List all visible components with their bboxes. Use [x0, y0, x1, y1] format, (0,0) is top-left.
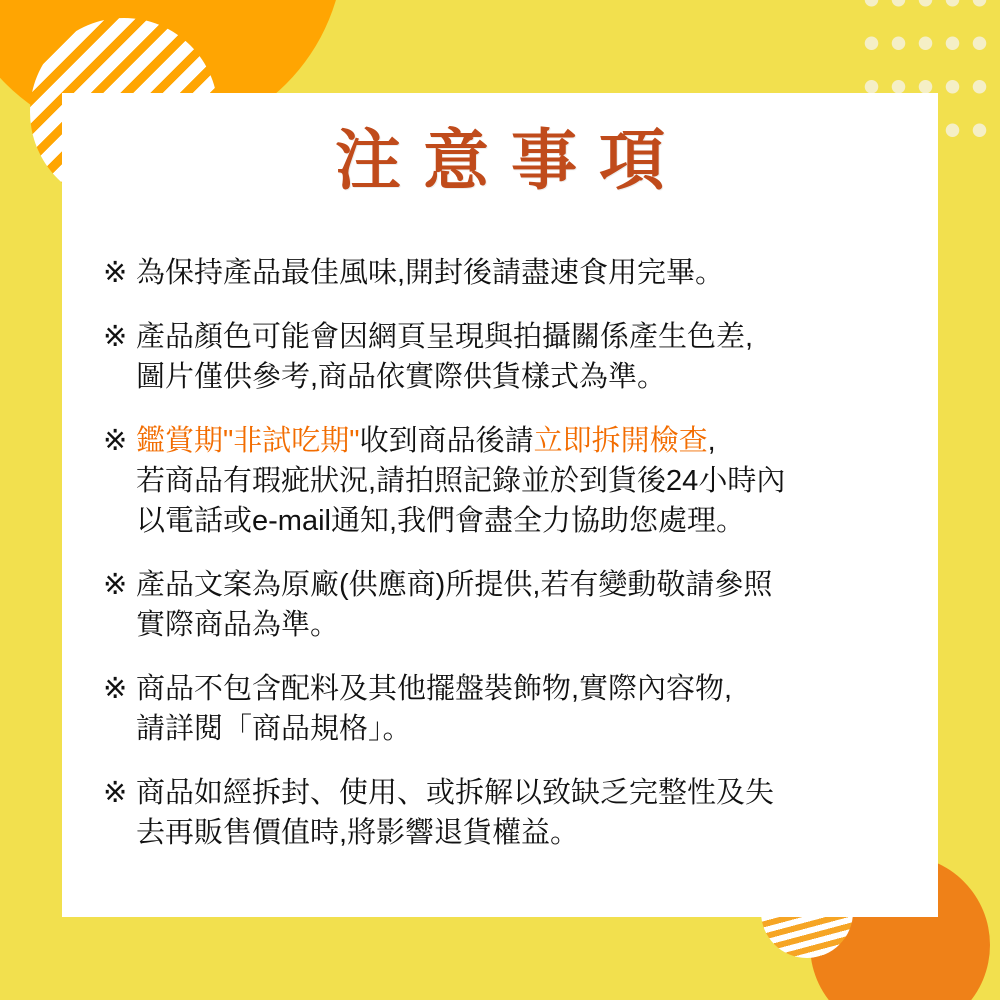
- notice-plain-text: 圖片僅供參考,商品依實際供貨樣式為準。: [136, 361, 667, 393]
- notice-line: [136, 317, 753, 357]
- notice-item: [103, 317, 910, 397]
- notice-plain-text: 商品不包含配料及其他擺盤裝飾物,實際內容物,: [136, 673, 733, 705]
- notice-line: [136, 357, 753, 397]
- notice-plain-text: 去再販售價值時,將影響退貨權益。: [136, 817, 580, 849]
- notice-plain-text: 以電話或e-mail通知,我們會盡全力協助您處理。: [136, 505, 746, 537]
- notice-plain-text: 商品如經拆封、使用、或拆解以致缺乏完整性及失: [136, 777, 775, 809]
- notice-text: [136, 317, 753, 397]
- notice-line: [136, 709, 732, 749]
- notice-plain-text: ,: [707, 425, 716, 457]
- notice-card: [62, 93, 938, 917]
- notice-line: [136, 605, 772, 645]
- notice-highlight-text: 鑑賞期"非試吃期": [136, 425, 360, 457]
- notice-marker: ※: [103, 673, 128, 705]
- notice-item: [103, 565, 910, 645]
- notice-plain-text: 產品文案為原廠(供應商)所提供,若有變動敬請參照: [136, 569, 773, 601]
- notice-marker: ※: [103, 321, 128, 353]
- notice-item: [103, 773, 910, 853]
- notice-marker: ※: [103, 257, 128, 289]
- notice-item: [103, 421, 910, 541]
- notice-marker: ※: [103, 569, 128, 601]
- notice-text: [136, 773, 774, 853]
- notice-line: [136, 813, 774, 853]
- notice-plain-text: 實際商品為準。: [136, 609, 340, 641]
- notice-plain-text: 收到商品後請: [359, 425, 534, 457]
- notice-plain-text: 請詳閱「商品規格」。: [136, 713, 412, 745]
- notice-text: [136, 565, 772, 645]
- notice-line: [136, 461, 785, 501]
- notice-plain-text: 產品顏色可能會因網頁呈現與拍攝關係產生色差,: [136, 321, 754, 353]
- notice-marker: ※: [103, 777, 128, 809]
- notice-line: [136, 565, 772, 605]
- notice-item: [103, 253, 910, 293]
- notice-text: [136, 253, 724, 293]
- page-title: 注意事項: [335, 123, 687, 197]
- notice-line: [136, 501, 785, 541]
- notice-plain-text: 若商品有瑕疵狀況,請拍照記錄並於到貨後24小時內: [136, 465, 786, 497]
- notice-line: [136, 421, 785, 461]
- notice-line: [136, 669, 732, 709]
- notice-text: [136, 669, 732, 749]
- notice-text: [136, 421, 785, 541]
- notice-plain-text: 為保持產品最佳風味,開封後請盡速食用完畢。: [136, 257, 725, 289]
- notice-line: [136, 773, 774, 813]
- notice-marker: ※: [103, 425, 128, 457]
- notice-line: [136, 253, 724, 293]
- notice-item: [103, 669, 910, 749]
- notice-highlight-text: 立即拆開檢查: [533, 425, 708, 457]
- notice-list: [62, 253, 938, 853]
